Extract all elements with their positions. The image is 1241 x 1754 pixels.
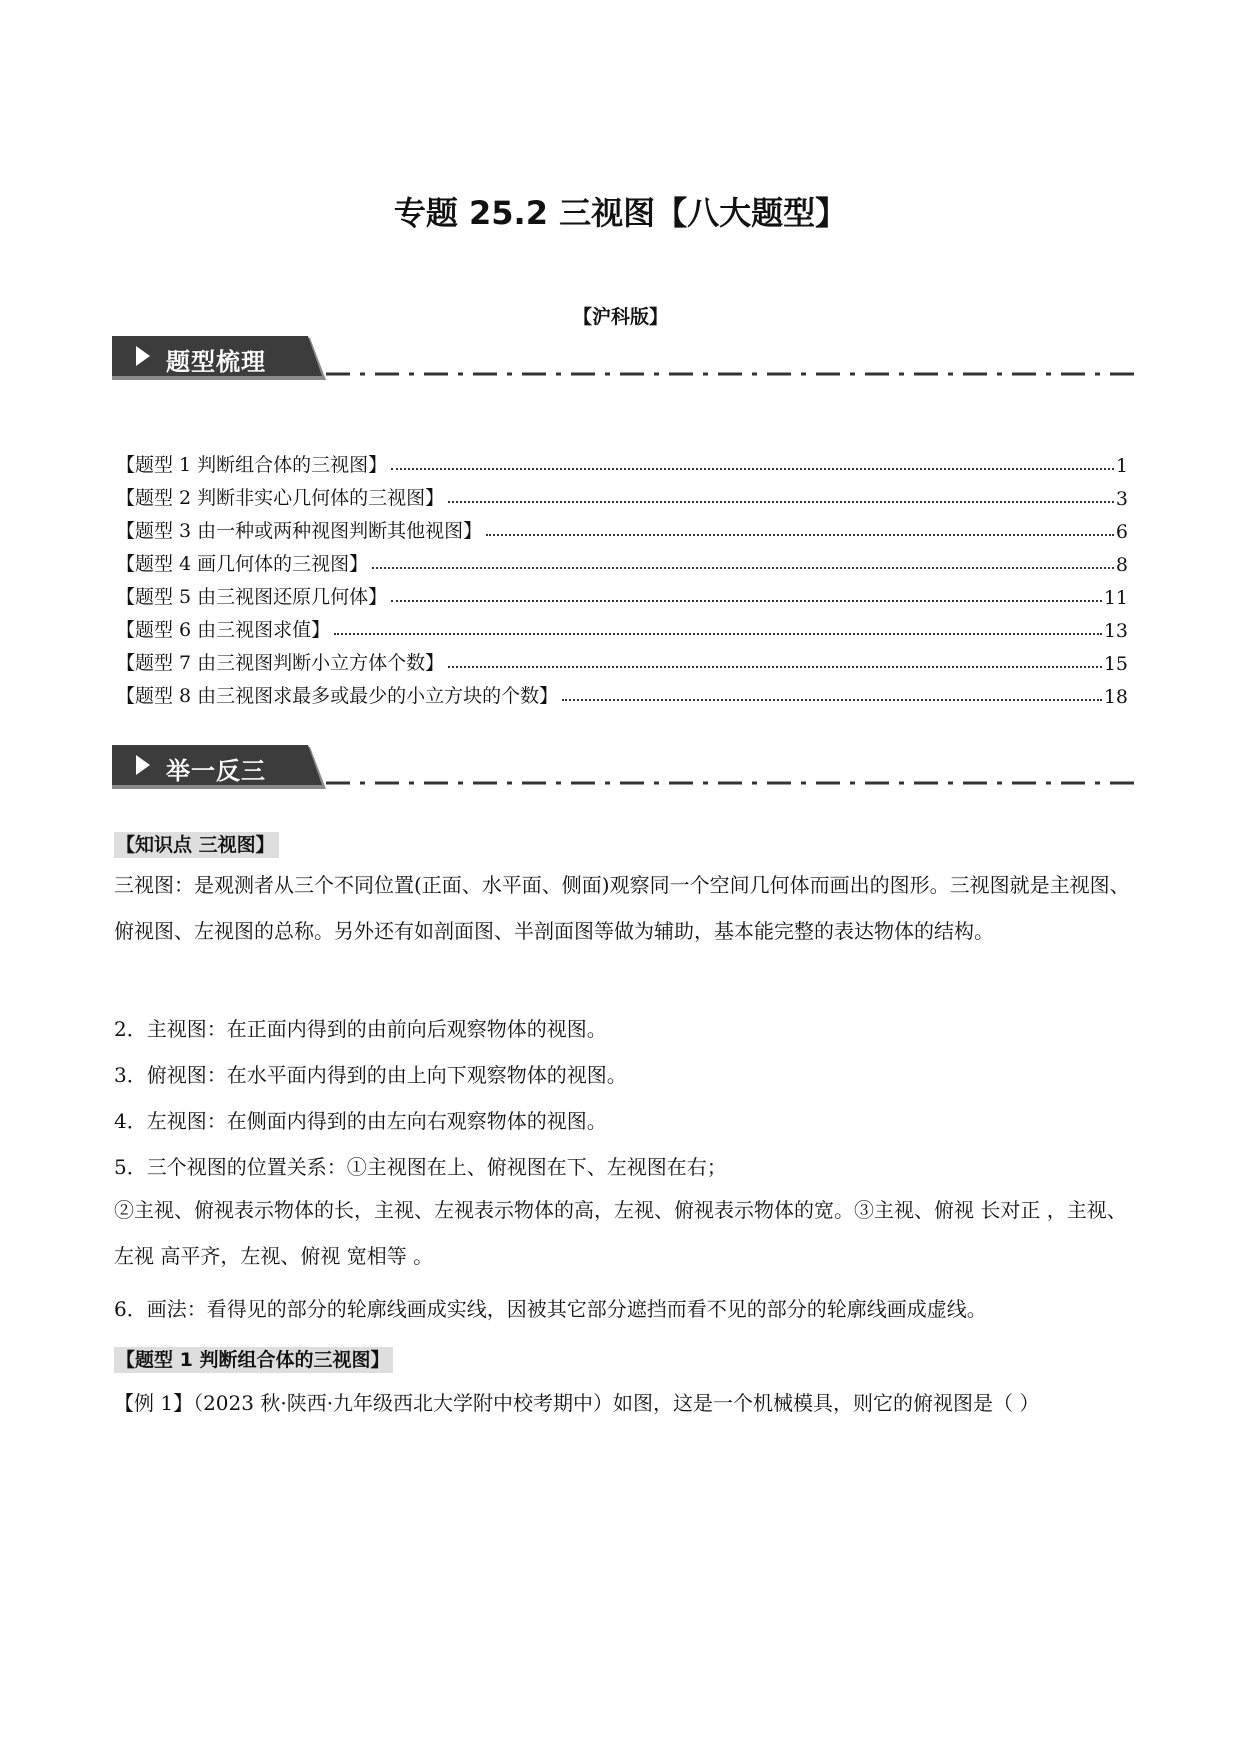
toc-entry-page: 3 bbox=[1115, 488, 1128, 510]
section-banner-type-summary bbox=[112, 336, 1140, 382]
section-banner-examples bbox=[112, 745, 1140, 791]
toc-leader-dots bbox=[448, 666, 1102, 668]
knowledge-item-4: 4．左视图：在侧面内得到的由左向右观察物体的视图。 bbox=[114, 1109, 607, 1133]
toc-entry-page: 13 bbox=[1103, 620, 1128, 642]
toc-leader-dots bbox=[448, 501, 1114, 503]
toc-entry-label: 【题型 6 由三视图求值】 bbox=[116, 619, 331, 641]
toc-entry-label: 【题型 5 由三视图还原几何体】 bbox=[116, 586, 388, 608]
table-of-contents bbox=[116, 444, 1128, 708]
knowledge-heading-wrap bbox=[114, 830, 279, 857]
knowledge-item-5b: ②主视、俯视表示物体的长，主视、左视表示物体的高，左视、俯视表示物体的宽。③主视、俯视 长对正 ，主视、左视 高平齐，左视、俯视 宽相等 。 bbox=[114, 1198, 1127, 1268]
knowledge-item-3: 3．俯视图：在水平面内得到的由上向下观察物体的视图。 bbox=[114, 1063, 627, 1087]
toc-entry-label: 【题型 1 判断组合体的三视图】 bbox=[116, 454, 388, 476]
knowledge-intro: 三视图：是观测者从三个不同位置(正面、水平面、侧面)观察同一个空间几何体而画出的图形。三视图就是主视图、俯视图、左视图的总称。另外还有如剖面图、半剖面图等做为辅助，基本能完整的表达物体的结构。 bbox=[114, 873, 1130, 943]
toc-entry[interactable] bbox=[116, 477, 1128, 510]
toc-entry-page: 15 bbox=[1103, 653, 1128, 675]
toc-entry-label: 【题型 7 由三视图判断小立方体个数】 bbox=[116, 652, 445, 674]
edition-label: 【沪科版】 bbox=[572, 306, 668, 328]
toc-entry-label: 【题型 2 判断非实心几何体的三视图】 bbox=[116, 487, 445, 509]
toc-leader-dots bbox=[391, 468, 1114, 470]
knowledge-item-5: 5．三个视图的位置关系：①主视图在上、俯视图在下、左视图在右； bbox=[114, 1155, 727, 1179]
toc-entry[interactable] bbox=[116, 576, 1128, 609]
banner-graphic bbox=[112, 336, 1140, 382]
document-title: 专题 25.2 三视图【八大题型】 bbox=[393, 194, 848, 232]
toc-entry[interactable] bbox=[116, 675, 1128, 708]
toc-entry-label: 【题型 3 由一种或两种视图判断其他视图】 bbox=[116, 520, 483, 542]
toc-leader-dots bbox=[372, 567, 1114, 569]
banner-graphic bbox=[112, 745, 1140, 791]
toc-entry[interactable] bbox=[116, 642, 1128, 675]
toc-entry-label: 【题型 8 由三视图求最多或最少的小立方块的个数】 bbox=[116, 685, 559, 707]
toc-entry-label: 【题型 4 画几何体的三视图】 bbox=[116, 553, 369, 575]
banner-label: 题型梳理 bbox=[166, 348, 266, 376]
toc-entry-page: 18 bbox=[1103, 686, 1128, 708]
knowledge-item-6: 6．画法：看得见的部分的轮廓线画成实线，因被其它部分遮挡而看不见的部分的轮廓线画成虚线。 bbox=[114, 1297, 987, 1321]
toc-leader-dots bbox=[391, 600, 1102, 602]
toc-entry-page: 6 bbox=[1115, 521, 1128, 543]
toc-entry[interactable] bbox=[116, 543, 1128, 576]
toc-entry[interactable] bbox=[116, 609, 1128, 642]
toc-entry[interactable] bbox=[116, 510, 1128, 543]
toc-entry[interactable] bbox=[116, 444, 1128, 477]
knowledge-heading: 【知识点 三视图】 bbox=[114, 832, 279, 858]
toc-entry-page: 1 bbox=[1115, 455, 1128, 477]
banner-label: 举一反三 bbox=[166, 757, 266, 785]
type1-heading: 【题型 1 判断组合体的三视图】 bbox=[114, 1347, 393, 1373]
toc-leader-dots bbox=[486, 534, 1114, 536]
type1-heading-wrap bbox=[114, 1345, 393, 1372]
toc-entry-page: 11 bbox=[1103, 587, 1128, 609]
knowledge-item-2: 2．主视图：在正面内得到的由前向后观察物体的视图。 bbox=[114, 1017, 607, 1041]
toc-leader-dots bbox=[334, 633, 1102, 635]
toc-entry-page: 8 bbox=[1115, 554, 1128, 576]
toc-leader-dots bbox=[562, 699, 1102, 701]
example-1-text: 【例 1】（2023 秋·陕西·九年级西北大学附中校考期中）如图，这是一个机械模具，则它的俯视图是（ ） bbox=[114, 1391, 1040, 1415]
